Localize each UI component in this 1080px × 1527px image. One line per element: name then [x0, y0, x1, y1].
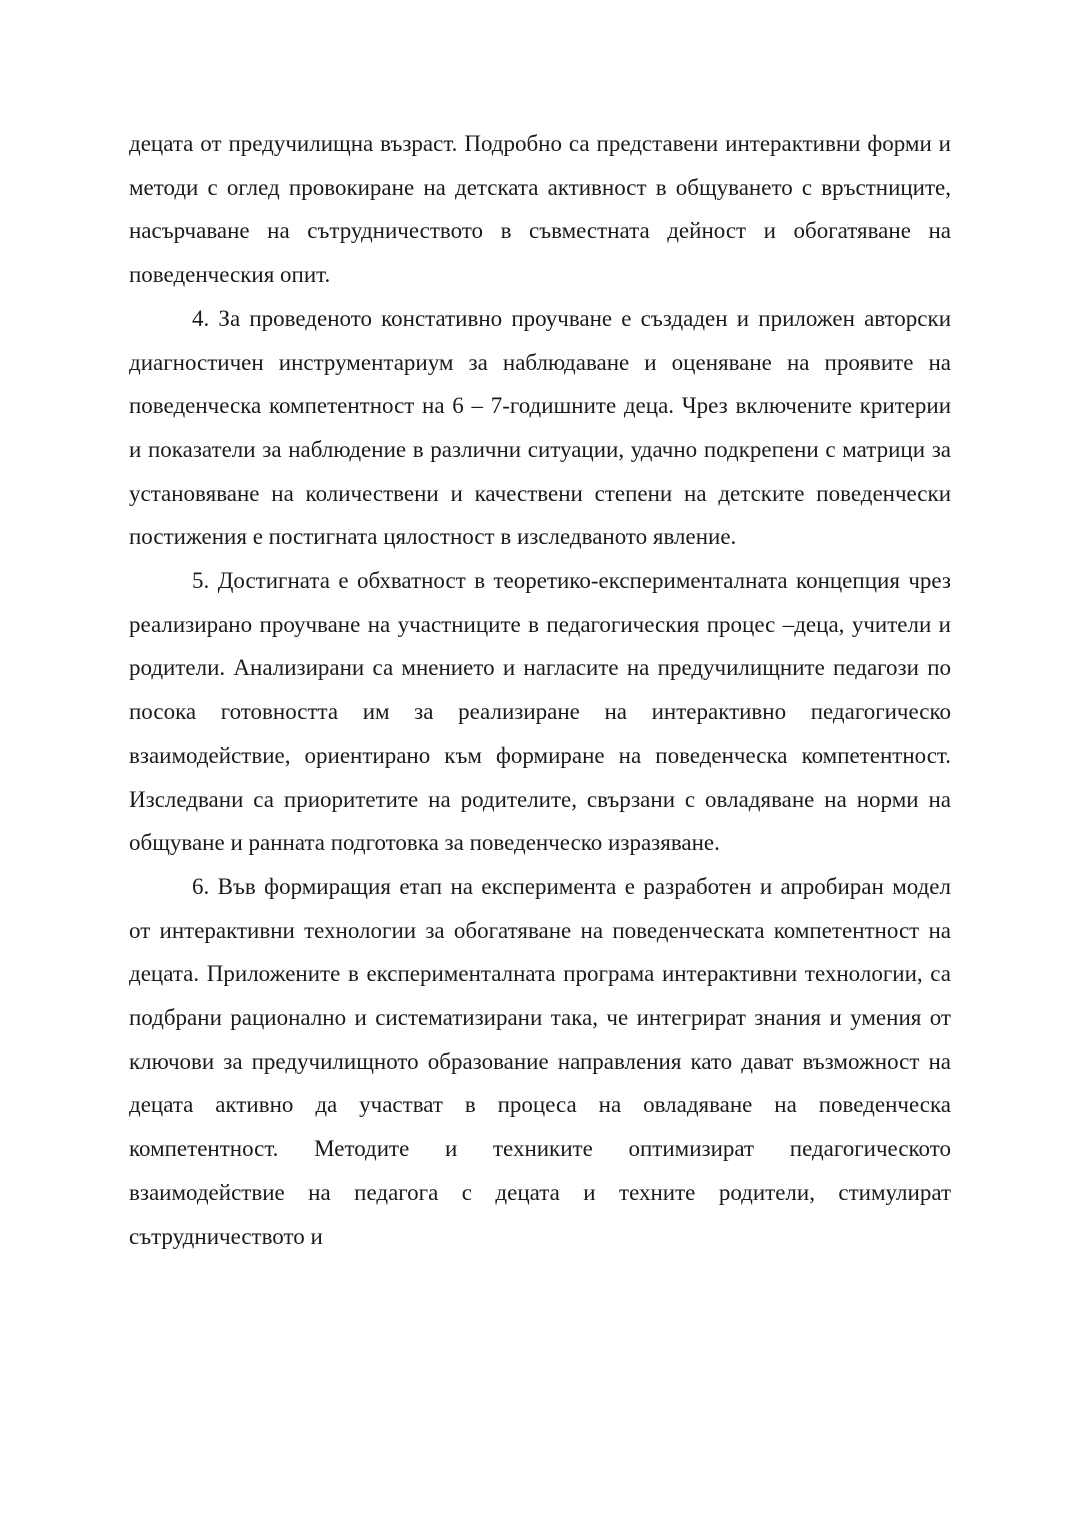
paragraph-item-5: 5. Достигната е обхватност в теоретико-експерименталната концепция чрез реализирано проучване на участниците в педагогическия процес –деца, учители и родители. Анализирани са мнението и нагласите на предучилищните педагози по посока готовността им за реализиране на интерактивно педагогическо взаимодействие, ориентирано към формиране на поведенческа компетентност. Изследвани са приоритетите на родителите, свързани с овладяване на норми на общуване и ранната подготовка за поведенческо изразяване.: [129, 568, 951, 856]
paragraph-item-6: 6. Във формиращия етап на експеримента е разработен и апробиран модел от интерактивни технологии за обогатяване на поведенческата компетентност на децата. Приложените в експерименталната програма интерактивни технологии, са подбрани рационално и систематизирани така, че интегрират знания и умения от ключови за предучилищното образование направления като дават възможност на децата активно да участват в процеса на овладяване на поведенческа компетентност. Методите и техниките оптимизират педагогическото взаимодействие на педагога с децата и техните родители, стимулират сътрудничеството и: [129, 873, 951, 1249]
paragraph-item-4: 4. За проведеното констативно проучване е създаден и приложен авторски диагностичен инструментариум за наблюдаване и оценяване на проявите на поведенческа компетентност на 6 – 7-годишните деца. Чрез включените критерии и показатели за наблюдение в различни ситуации, удачно подкрепени с матрици за установяване на количествени и качествени степени на детските поведенчески постижения е постигната цялостност в изследваното явление.: [129, 305, 951, 550]
paragraph-continuation: децата от предучилищна възраст. Подробно са представени интерактивни форми и методи с оглед провокиране на детската активност в общуването с връстниците, насърчаване на сътрудничеството в съвместната дейност и обогатяване на поведенческия опит.: [129, 131, 951, 288]
body-text: [129, 122, 951, 1258]
